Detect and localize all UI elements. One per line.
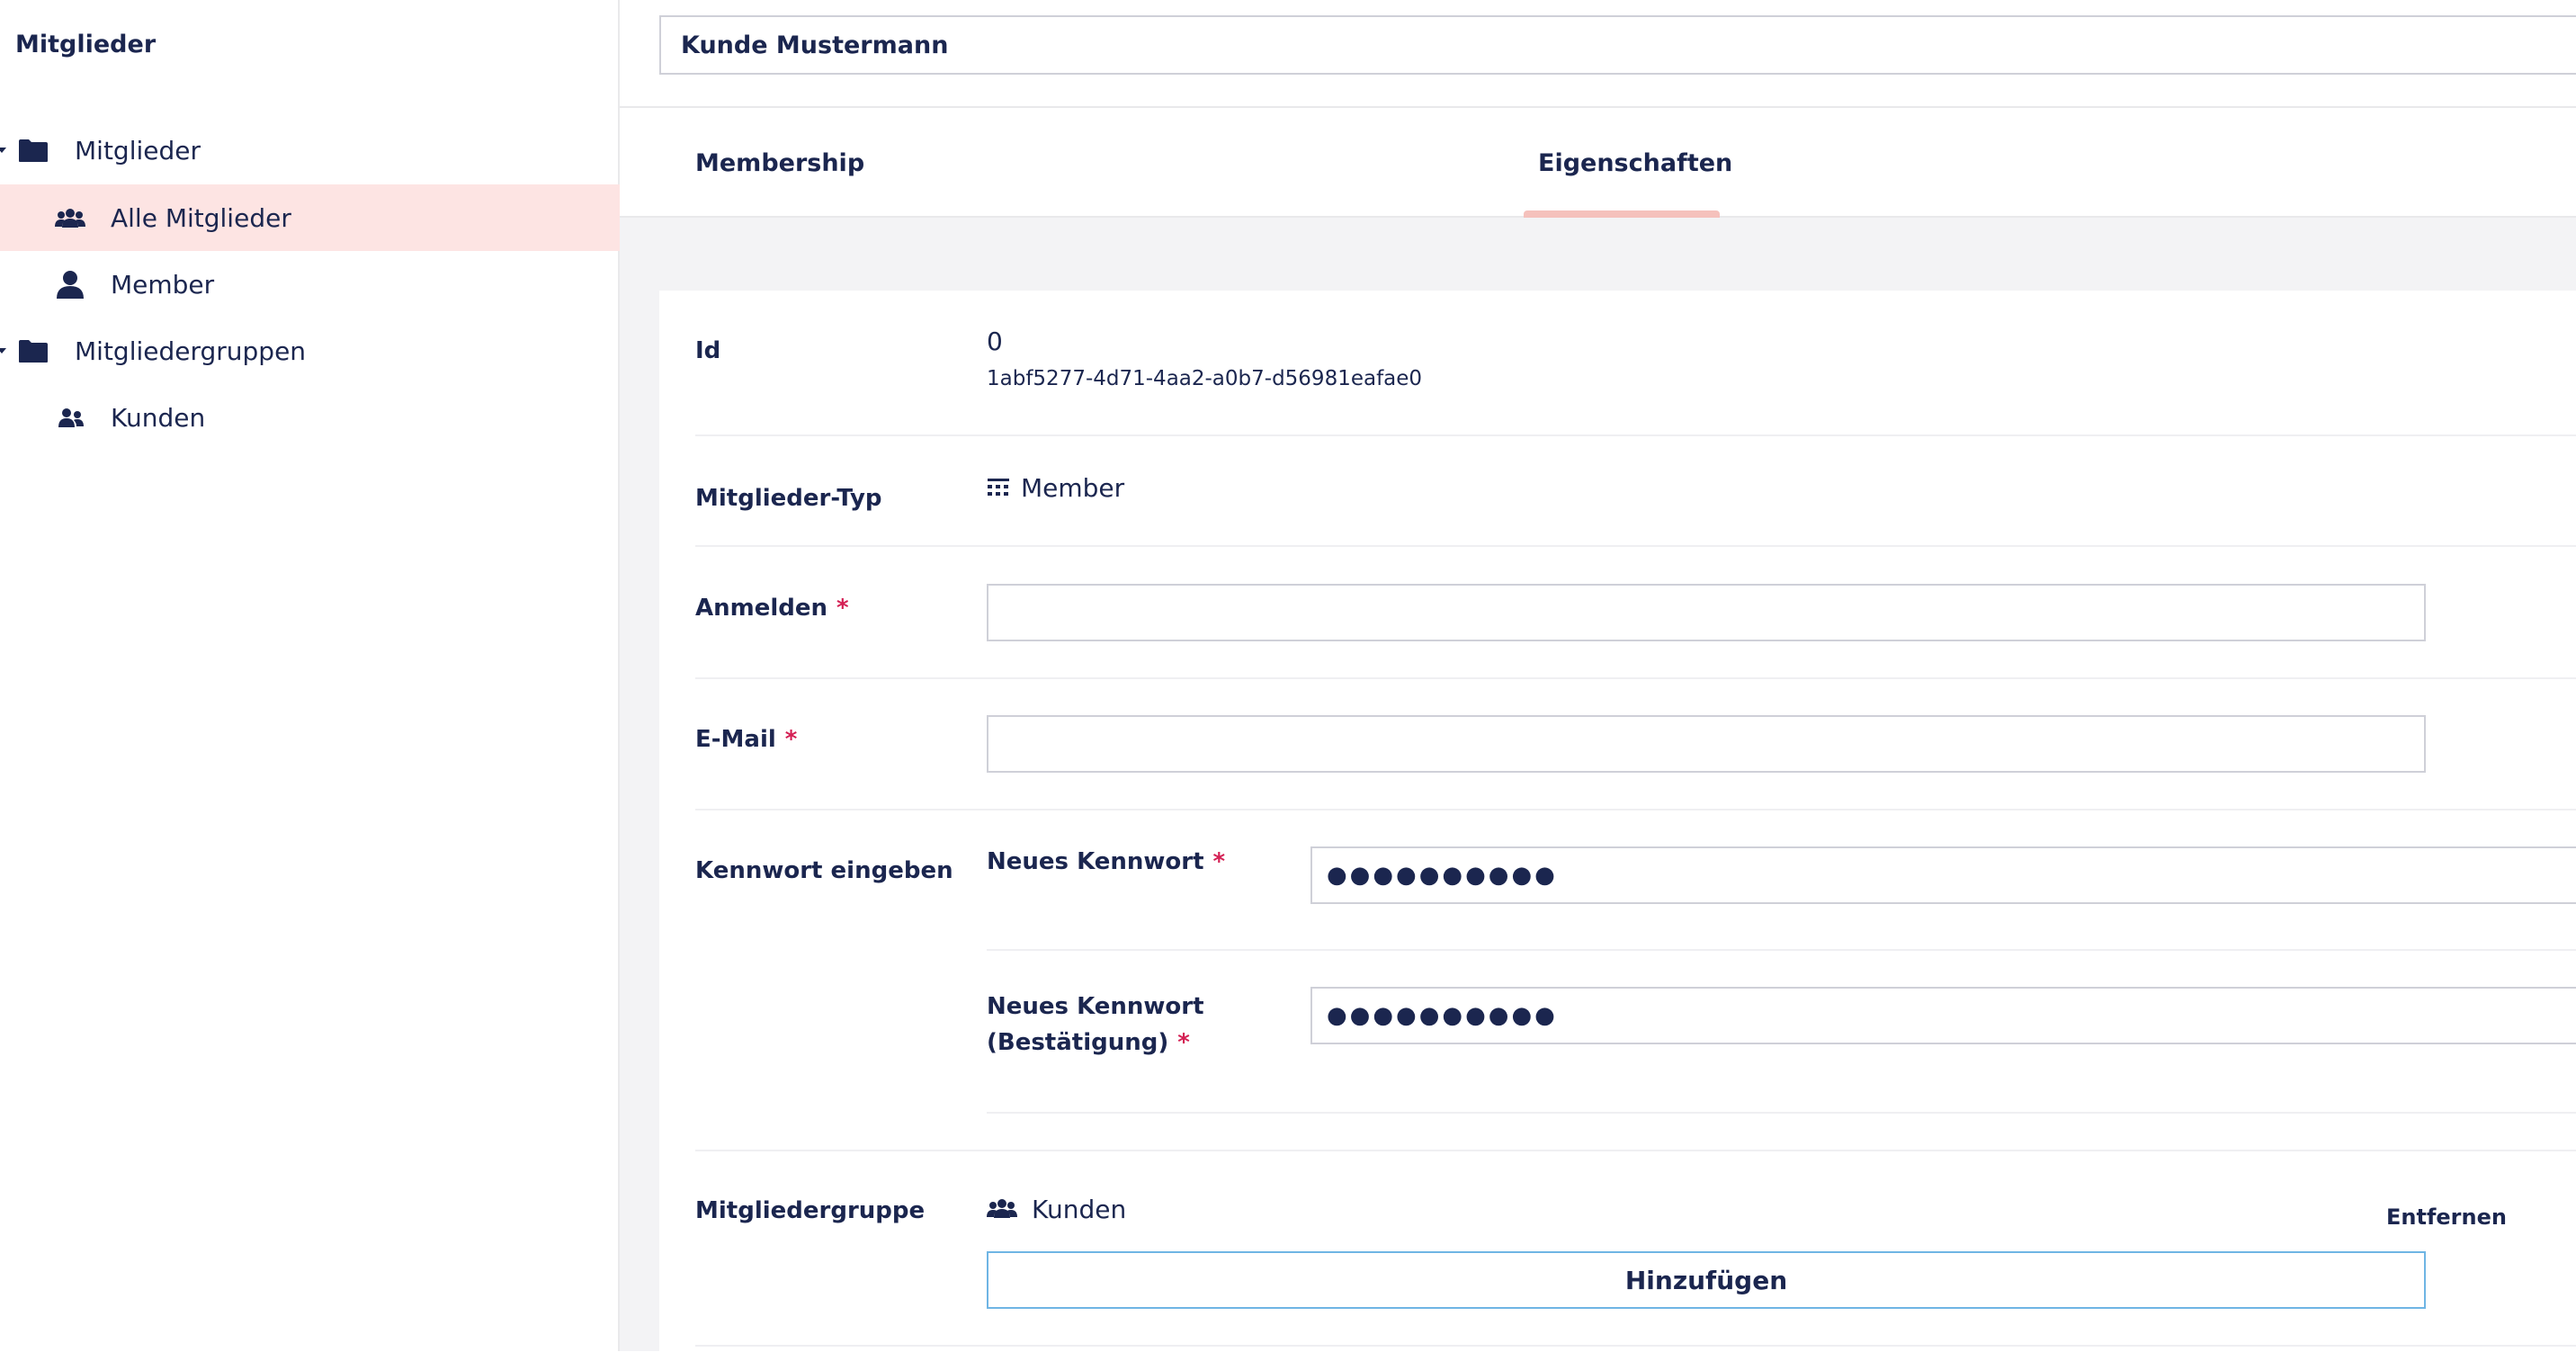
users-icon — [54, 184, 86, 251]
properties-panel — [659, 291, 2576, 1370]
password-mask: ●●●●●●●●●● — [1327, 1002, 1558, 1029]
tree-item-label: Kunden — [111, 402, 206, 433]
new-password-label-text: Neues Kennwort — [987, 848, 1204, 875]
divider — [695, 677, 2576, 679]
folder-icon — [18, 117, 49, 184]
new-password-label — [987, 848, 1225, 875]
divider — [695, 545, 2576, 547]
add-group-button[interactable]: Hinzufügen — [987, 1251, 2426, 1309]
required-marker: * — [836, 595, 849, 622]
confirm-password-label-line1: Neues Kennwort — [987, 993, 1204, 1020]
member-type-value: Member — [1021, 473, 1125, 503]
remove-group-button[interactable]: Entfernen — [2386, 1204, 2507, 1230]
password-mask: ●●●●●●●●●● — [1327, 862, 1558, 889]
divider — [695, 809, 2576, 810]
tree-item-kunden[interactable] — [0, 384, 620, 451]
tab-membership[interactable]: Membership — [695, 148, 865, 177]
tree-item-label: Member — [111, 269, 215, 300]
tree-item-mitglieder[interactable] — [0, 117, 620, 184]
divider — [987, 949, 2576, 951]
required-marker: * — [1212, 848, 1226, 875]
id-guid: 1abf5277-4d71-4aa2-a0b7-d56981eafae0 — [987, 367, 1423, 390]
sidebar — [0, 0, 620, 1351]
name-input[interactable] — [659, 15, 2576, 75]
divider — [695, 434, 2576, 436]
tab-eigenschaften[interactable]: Eigenschaften — [1538, 148, 1733, 177]
login-label-text: Anmelden — [695, 595, 828, 622]
tree-item-mitgliedergruppen[interactable] — [0, 318, 620, 384]
confirm-password-input[interactable] — [1310, 987, 2576, 1044]
users-icon — [54, 384, 86, 451]
tab-bar — [620, 108, 2576, 218]
sidebar-title: Mitglieder — [15, 31, 157, 58]
grid-icon — [987, 476, 1010, 499]
login-label — [695, 595, 849, 622]
password-label: Kennwort eingeben — [695, 857, 953, 884]
required-marker: * — [1177, 1029, 1190, 1056]
tree-item-label: Mitgliedergruppen — [75, 336, 307, 366]
member-group-value: Kunden — [1032, 1195, 1127, 1224]
divider — [987, 1112, 2576, 1114]
caret-down-icon[interactable] — [0, 318, 9, 384]
tree-item-member[interactable] — [0, 251, 620, 318]
user-icon — [54, 251, 86, 318]
required-marker: * — [784, 726, 798, 753]
confirm-password-label — [987, 989, 1204, 1061]
divider — [695, 1150, 2576, 1151]
tree-item-label: Mitglieder — [75, 135, 201, 166]
login-input[interactable] — [987, 584, 2426, 641]
new-password-input[interactable] — [1310, 846, 2576, 904]
caret-down-icon[interactable] — [0, 117, 9, 184]
email-label-text: E-Mail — [695, 726, 776, 753]
id-value: 0 — [987, 327, 1003, 356]
divider — [695, 1345, 2576, 1347]
main-content — [620, 0, 2576, 1351]
member-type-label: Mitglieder-Typ — [695, 485, 882, 512]
folder-icon — [18, 318, 49, 384]
users-icon — [987, 1197, 1019, 1221]
tree-item-label: Alle Mitglieder — [111, 202, 291, 233]
email-input[interactable] — [987, 715, 2426, 773]
member-group-label: Mitgliedergruppe — [695, 1197, 926, 1224]
editor-header — [620, 0, 2576, 108]
email-label — [695, 726, 797, 753]
id-label: Id — [695, 337, 721, 364]
active-tab-indicator — [1524, 210, 1720, 218]
confirm-password-label-line2: (Bestätigung) — [987, 1029, 1169, 1056]
tree-item-alle-mitglieder[interactable] — [0, 184, 620, 251]
